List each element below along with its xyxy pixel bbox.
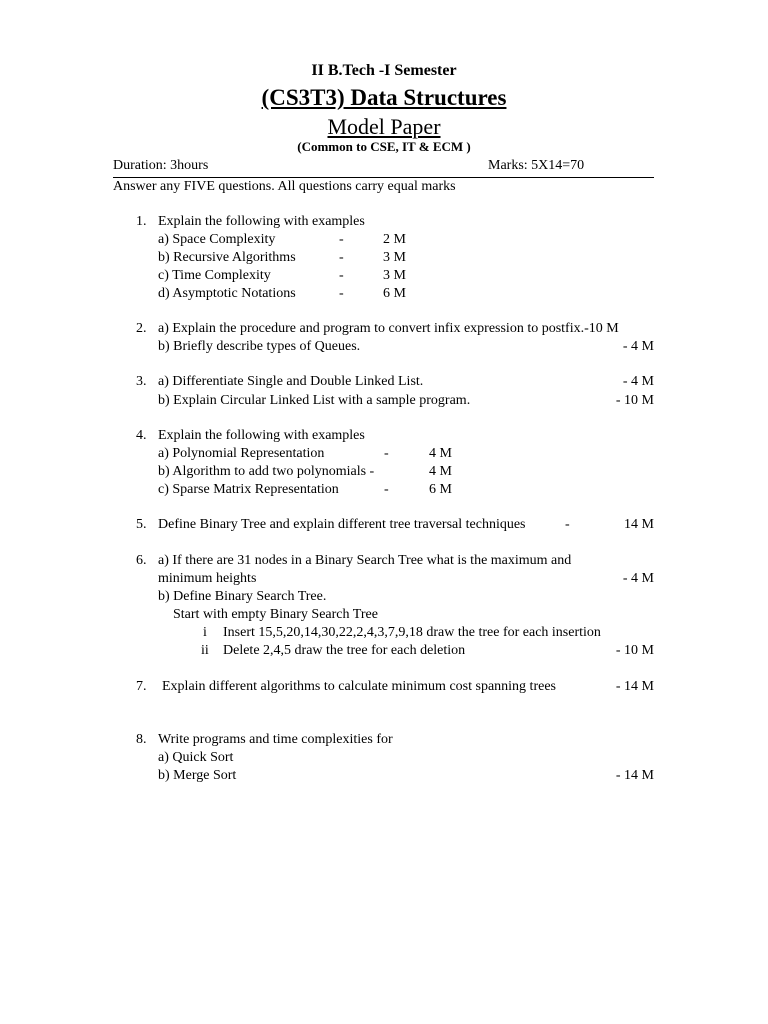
course-title <box>0 86 768 109</box>
paper-title-text: Model Paper <box>327 114 441 139</box>
dash: - <box>384 446 389 461</box>
dash: - <box>565 517 570 532</box>
paper-title <box>0 116 768 138</box>
subpart-b: b) Define Binary Search Tree. <box>158 589 327 604</box>
marks: - 10 M <box>615 643 654 658</box>
marks: 6 M <box>429 482 452 497</box>
subpart-a: a) Quick Sort <box>158 750 234 765</box>
marks: - 14 M <box>615 768 654 783</box>
semester-title: II B.Tech -I Semester <box>311 62 457 79</box>
marks: - 10 M <box>615 393 654 408</box>
item-i-text: Insert 15,5,20,14,30,22,2,4,3,7,9,18 draw the tree for each insertion <box>223 625 601 640</box>
question-number: 7. <box>136 679 147 694</box>
marks: 4 M <box>429 446 452 461</box>
marks: 2 M <box>383 232 406 247</box>
question-number: 2. <box>136 321 147 336</box>
subpart-a: a) Explain the procedure and program to convert infix expression to postfix.-10 M <box>158 321 619 336</box>
marks: - 14 M <box>615 679 654 694</box>
marks: - 4 M <box>622 339 654 354</box>
marks: 14 M <box>624 517 654 532</box>
marks-total: Marks: 5X14=70 <box>488 158 585 173</box>
question-number: 5. <box>136 517 147 532</box>
question-text: Define Binary Tree and explain different tree traversal techniques <box>158 517 526 532</box>
subpart-a: a) Polynomial Representation <box>158 446 325 461</box>
duration: Duration: 3hours <box>113 158 209 173</box>
question-number: 1. <box>136 214 147 229</box>
dash: - <box>339 232 344 247</box>
question-number: 6. <box>136 553 147 568</box>
subpart-b: b) Briefly describe types of Queues. <box>158 339 361 354</box>
subpart-d: d) Asymptotic Notations <box>158 286 296 301</box>
subpart-a: a) Differentiate Single and Double Linked List. <box>158 374 424 389</box>
dash: - <box>339 286 344 301</box>
subpart-b: b) Explain Circular Linked List with a sample program. <box>158 393 471 408</box>
question-stem: Explain the following with examples <box>158 428 365 443</box>
subpart-b: b) Recursive Algorithms <box>158 250 296 265</box>
dash: - <box>384 482 389 497</box>
item-i-number: i <box>203 625 207 640</box>
subpart-b: b) Merge Sort <box>158 768 237 783</box>
common-to-line: (Common to CSE, IT & ECM ) <box>297 139 471 154</box>
question-stem: Explain the following with examples <box>158 214 365 229</box>
marks: - 4 M <box>622 374 654 389</box>
course-title-text: (CS3T3) Data Structures <box>261 85 507 110</box>
question-number: 4. <box>136 428 147 443</box>
question-number: 8. <box>136 732 147 747</box>
question-stem: Write programs and time complexities for <box>158 732 393 747</box>
marks: 3 M <box>383 250 406 265</box>
question-number: 3. <box>136 374 147 389</box>
item-ii-text: Delete 2,4,5 draw the tree for each deletion <box>223 643 466 658</box>
subpart-a: a) Space Complexity <box>158 232 276 247</box>
instructions: Answer any FIVE questions. All questions carry equal marks <box>113 179 456 194</box>
marks: 6 M <box>383 286 406 301</box>
question-text: Explain different algorithms to calculate minimum cost spanning trees <box>162 679 556 694</box>
subpart-c: c) Sparse Matrix Representation <box>158 482 339 497</box>
subpart-a: a) If there are 31 nodes in a Binary Search Tree what is the maximum and <box>158 553 572 568</box>
marks: - 4 M <box>622 571 654 586</box>
item-ii-number: ii <box>201 643 209 658</box>
marks: 3 M <box>383 268 406 283</box>
subpart-c: c) Time Complexity <box>158 268 271 283</box>
subpart-b-instruction: Start with empty Binary Search Tree <box>173 607 378 622</box>
dash: - <box>339 268 344 283</box>
dash: - <box>339 250 344 265</box>
subpart-b: b) Algorithm to add two polynomials - <box>158 464 375 479</box>
marks: 4 M <box>429 464 452 479</box>
subpart-a-continued: minimum heights <box>158 571 257 586</box>
header-divider <box>113 177 654 178</box>
